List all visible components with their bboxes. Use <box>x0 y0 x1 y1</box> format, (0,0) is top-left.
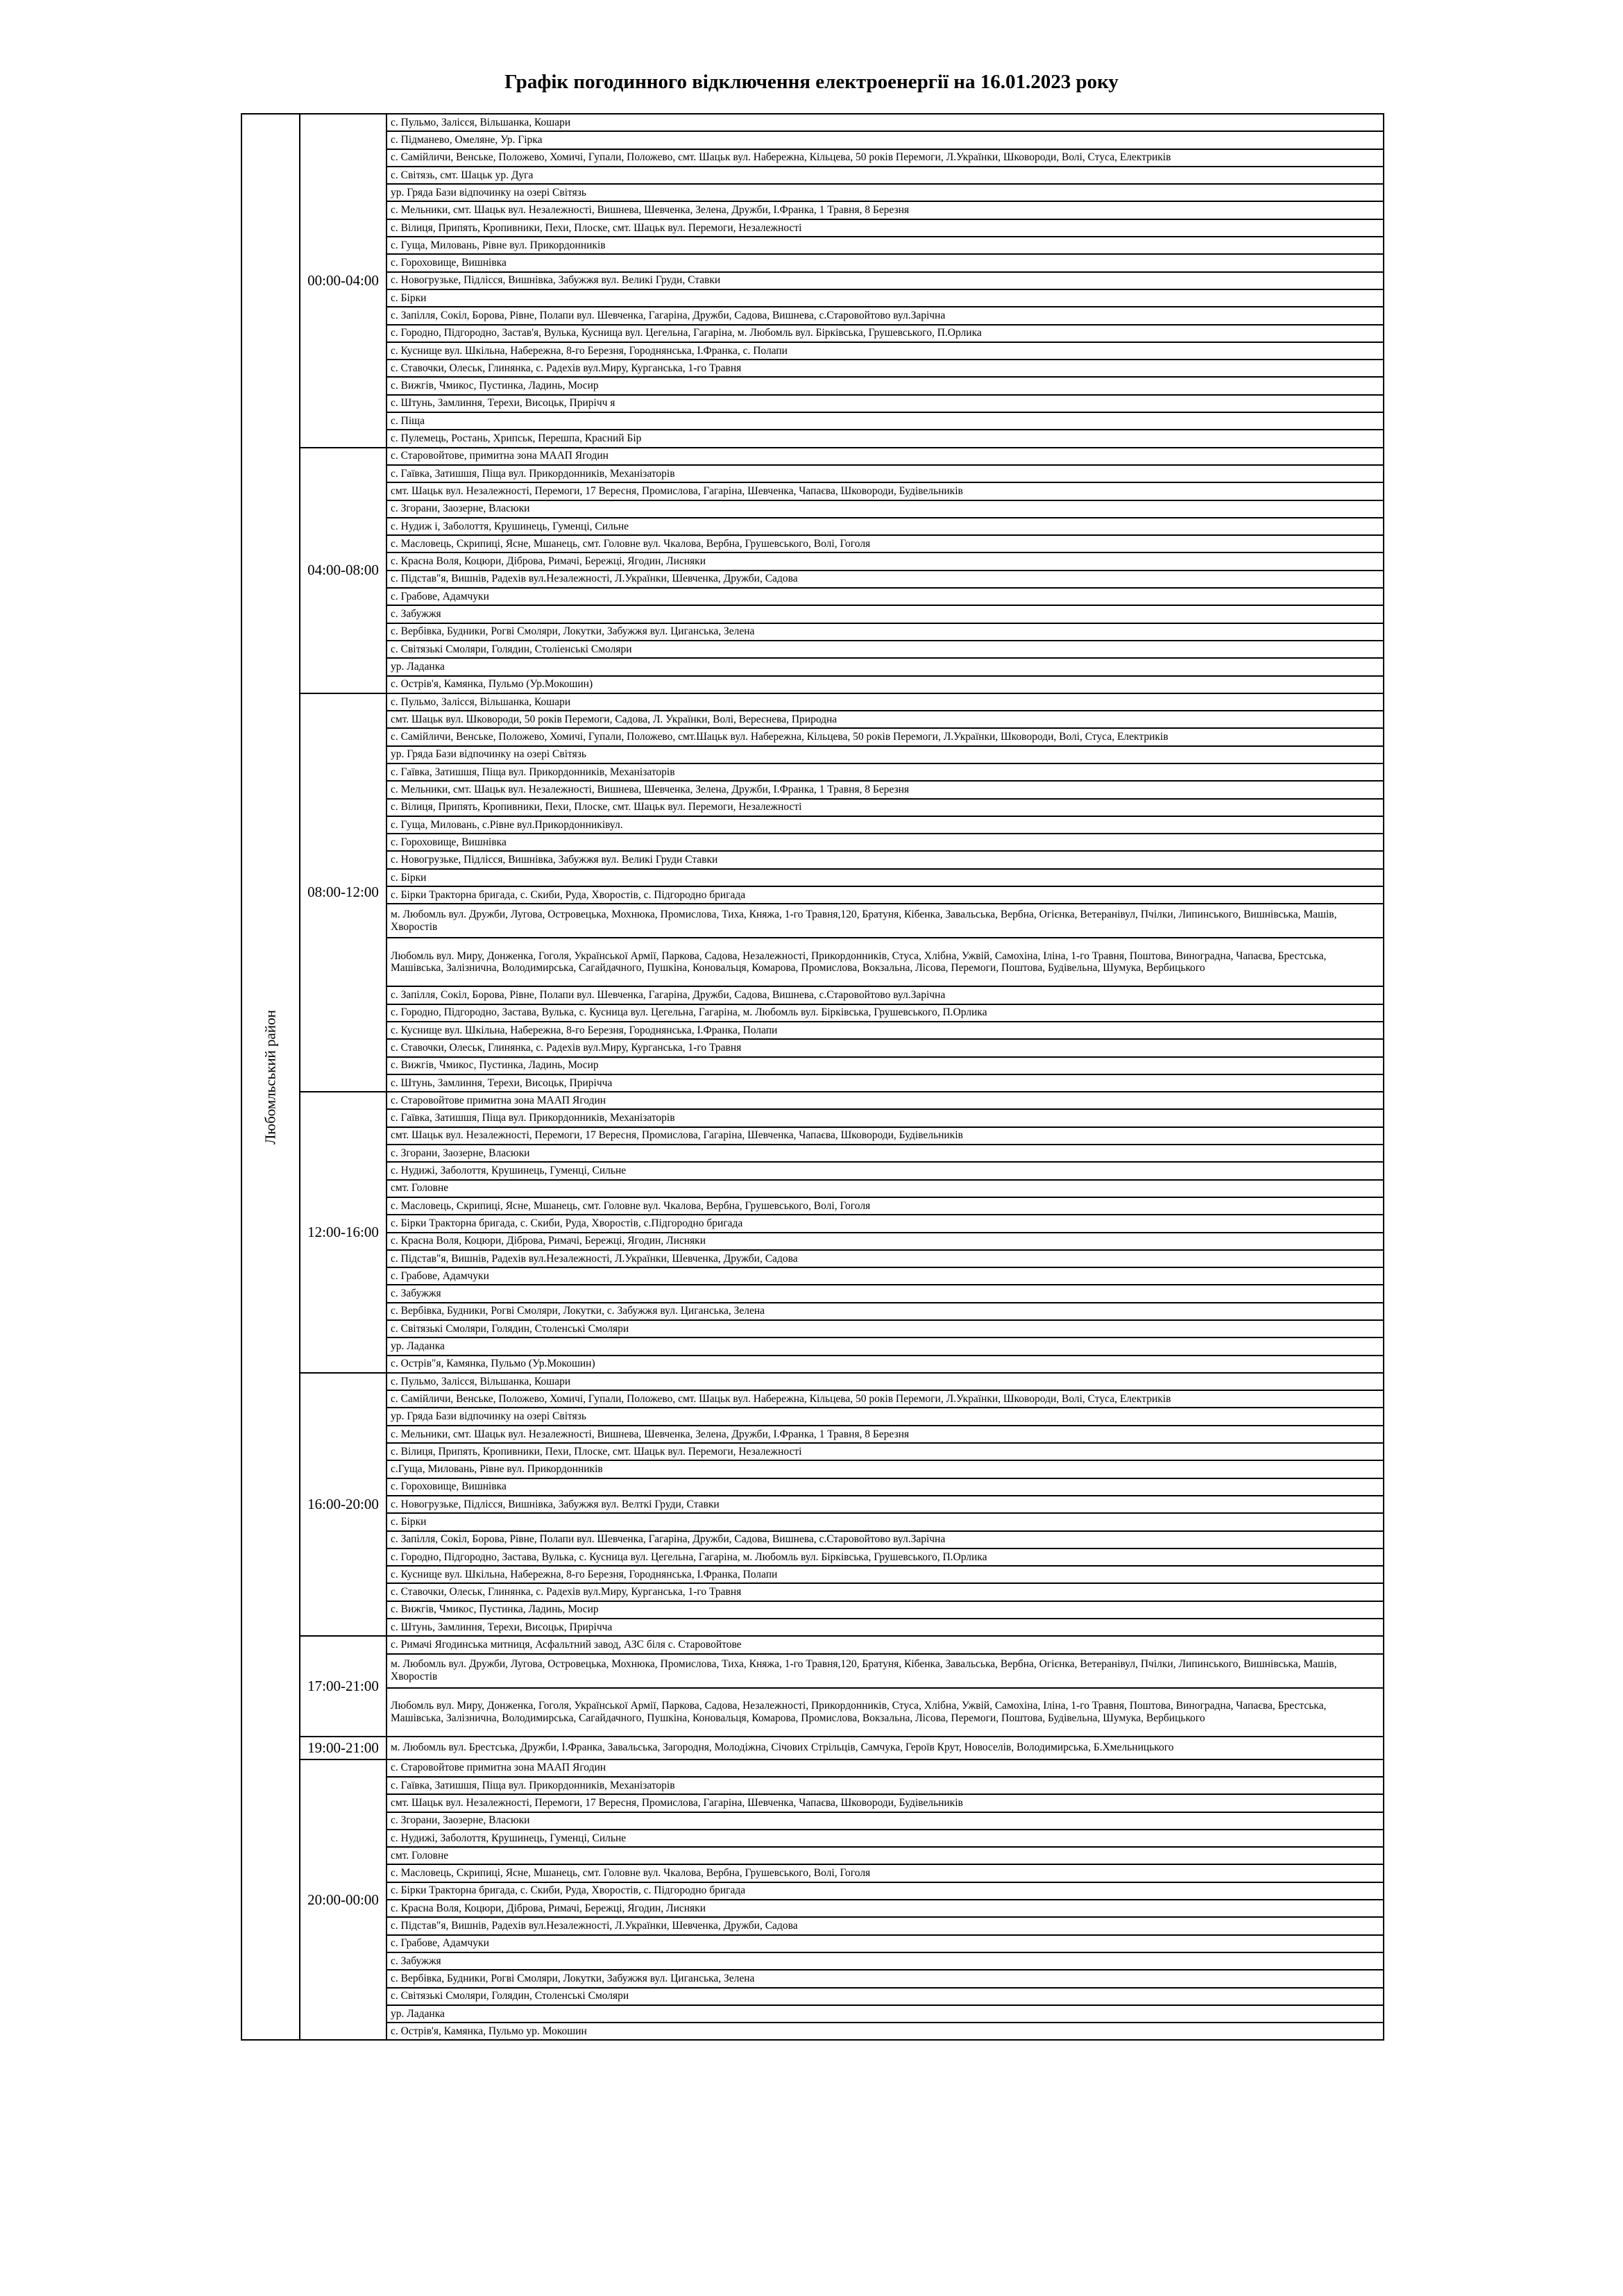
location-cell: с. Масловець, Скрипиці, Ясне, Мшанець, смт. Головне вул. Чкалова, Вербна, Грушевського, Волі, Гоголя <box>386 1864 1384 1882</box>
table-row <box>241 1619 1384 1636</box>
location-cell: с. Підманево, Омеляне, Ур. Гірка <box>386 131 1384 149</box>
location-cell: с. Острів"я, Камянка, Пульмо (Ур.Мокошин) <box>386 1356 1384 1373</box>
table-row <box>241 1794 1384 1812</box>
location-cell: с. Підстав"я, Вишнів, Радехів вул.Незалежності, Л.Українки, Шевченка, Дружби, Садова <box>386 571 1384 588</box>
table-row <box>241 1215 1384 1232</box>
page-title: Графік погодинного відключення електроенергії на 16.01.2023 року <box>504 71 1119 93</box>
table-row <box>241 676 1384 693</box>
location-cell: с. Вижгів, Чмикос, Пустинка, Ладинь, Мосир <box>386 377 1384 394</box>
table-row <box>241 307 1384 324</box>
location-cell: Любомль вул. Миру, Донженка, Гоголя, Української Армії, Паркова, Садова, Незалежності, Прикордонників, Стуса, Хлібна, Ужвій, Самохіна, Іліна, 1-го Травня, Поштова, Виноградна, Чапаєва, Брестська, Машівська, Залізнична, Володимирська, Сагайдачного, Пушкіна, Коновальця, Комарова, Промислова, Вокзальна, Лісова, Перемоги, Поштова, Будівельна, Шумука, Вербицького <box>386 1688 1384 1737</box>
time-slot-cell: 00:00-04:00 <box>300 114 386 448</box>
location-cell: с. Римачі Ягодинська митниця, Асфальтний завод, АЗС біля с. Старовойтове <box>386 1636 1384 1653</box>
time-slot-cell: 20:00-00:00 <box>300 1759 386 2041</box>
table-row <box>241 938 1384 986</box>
district-label: Любомльський район <box>262 1009 279 1145</box>
location-cell: с. Самійличи, Венське, Положево, Хомичі, Гупали, Положево, смт. Шацьк вул. Набережна, Кільцева, 50 років Перемоги, Л.Українки, Шковороди, Волі, Стуса, Електриків <box>386 1390 1384 1408</box>
table-row <box>241 746 1384 763</box>
location-cell: с. Ставочки, Олеськ, Глинянка, с. Радехів вул.Миру, Курганська, 1-го Травня <box>386 360 1384 377</box>
table-row <box>241 1830 1384 1847</box>
table-row <box>241 342 1384 360</box>
location-cell: с. Бірки Тракторна бригада, с. Скиби, Руда, Хворостів, с. Підгородно бригада <box>386 1882 1384 1900</box>
location-cell: с. Грабове, Адамчуки <box>386 1267 1384 1285</box>
table-row <box>241 869 1384 886</box>
location-cell: с. Старовойтове, примитна зона МААП Ягодин <box>386 448 1384 465</box>
location-cell: с. Городно, Підгородно, Застава, Вулька, с. Кусница вул. Цегельна, Гагаріна, м. Любомль вул. Бірківська, Грушевського, П.Орлика <box>386 1004 1384 1022</box>
location-cell: с. Гороховище, Вишнівка <box>386 254 1384 271</box>
time-slot-cell: 19:00-21:00 <box>300 1737 386 1759</box>
table-row <box>241 1356 1384 1373</box>
table-row <box>241 834 1384 851</box>
location-cell: с. Забужжя <box>386 1952 1384 1970</box>
table-row <box>241 1039 1384 1056</box>
time-slot-cell: 16:00-20:00 <box>300 1373 386 1636</box>
table-row <box>241 219 1384 237</box>
location-cell: с. Новогрузьке, Підлісся, Вишнівка, Забужжя вул. Великі Груди, Ставки <box>386 272 1384 289</box>
location-cell: с. Красна Воля, Коцюри, Діброва, Римачі, Бережці, Ягодин, Лисняки <box>386 552 1384 570</box>
table-row <box>241 1636 1384 1653</box>
table-row <box>241 1478 1384 1496</box>
table-row <box>241 1285 1384 1302</box>
location-cell: ур. Ладанка <box>386 658 1384 675</box>
location-cell: с. Вербівка, Будники, Рогві Смоляри, Локутки, Забужжя вул. Циганська, Зелена <box>386 623 1384 641</box>
location-cell: с. Бірки <box>386 289 1384 307</box>
table-row <box>241 254 1384 271</box>
table-row <box>241 1548 1384 1566</box>
table-row <box>241 799 1384 816</box>
location-cell: с. Красна Воля, Коцюри, Діброва, Римачі, Бережці, Ягодин, Лисняки <box>386 1233 1384 1250</box>
location-cell: с.Гуща, Миловань, Рівне вул. Прикордонників <box>386 1460 1384 1478</box>
table-row <box>241 360 1384 377</box>
table-row <box>241 377 1384 394</box>
table-row <box>241 2005 1384 2023</box>
location-cell: с. Самійличи, Венське, Положево, Хомичі, Гупали, Положево, смт. Шацьк вул. Набережна, Кільцева, 50 років Перемоги, Л.Українки, Шковороди, Волі, Стуса, Електриків <box>386 149 1384 167</box>
table-row <box>241 237 1384 254</box>
location-cell: с. Ставочки, Олеськ, Глинянка, с. Радехів вул.Миру, Курганська, 1-го Травня <box>386 1039 1384 1056</box>
location-cell: с. Гаївка, Затишшя, Піща вул. Прикордонників, Механізаторів <box>386 763 1384 781</box>
table-row <box>241 1390 1384 1408</box>
table-row <box>241 1864 1384 1882</box>
table-row <box>241 1109 1384 1126</box>
table-row <box>241 1496 1384 1513</box>
location-cell: с. Запілля, Сокіл, Борова, Рівне, Полапи вул. Шевченка, Гагаріна, Дружби, Садова, Вишнева, с.Старовойтово вул.Зарічна <box>386 986 1384 1004</box>
location-cell: с. Вижгів, Чмикос, Пустинка, Ладинь, Мосир <box>386 1057 1384 1074</box>
location-cell: смт. Шацьк вул. Незалежності, Перемоги, 17 Вересня, Промислова, Гагаріна, Шевченка, Чапаєва, Шковороди, Будівельників <box>386 1127 1384 1145</box>
location-cell: с. Гороховище, Вишнівка <box>386 834 1384 851</box>
location-cell: с. Згорани, Заозерне, Власюки <box>386 1812 1384 1830</box>
table-row <box>241 1303 1384 1320</box>
table-row <box>241 552 1384 570</box>
location-cell: с. Запілля, Сокіл, Борова, Рівне, Полапи вул. Шевченка, Гагаріна, Дружби, Садова, Вишнева, с.Старовойтово вул.Зарічна <box>386 1531 1384 1548</box>
table-row <box>241 1092 1384 1109</box>
table-row <box>241 1197 1384 1215</box>
location-cell: с. Вілиця, Припять, Кропивники, Пехи, Плоске, смт. Шацьк вул. Перемоги, Незалежності <box>386 219 1384 237</box>
location-cell: с. Згорани, Заозерне, Власюки <box>386 500 1384 518</box>
table-row <box>241 1601 1384 1619</box>
location-cell: с. Нудижі, Заболоття, Крушинець, Гуменці, Сильне <box>386 1162 1384 1179</box>
location-cell: с. Пульмо, Залісся, Вільшанка, Кошари <box>386 1373 1384 1390</box>
time-slot-cell: 08:00-12:00 <box>300 693 386 1092</box>
location-cell: с. Забужжя <box>386 605 1384 623</box>
table-row <box>241 1180 1384 1197</box>
table-row <box>241 1952 1384 1970</box>
table-row <box>241 1267 1384 1285</box>
table-row <box>241 1513 1384 1530</box>
table-row <box>241 272 1384 289</box>
time-slot-cell: 04:00-08:00 <box>300 448 386 693</box>
location-cell: с. Світязь, смт. Шацьк ур. Дуга <box>386 167 1384 184</box>
table-row <box>241 1688 1384 1737</box>
location-cell: с. Піща <box>386 412 1384 430</box>
outage-schedule-table <box>241 113 1384 2041</box>
table-row <box>241 1057 1384 1074</box>
location-cell: с. Вілиця, Припять, Кропивники, Пехи, Плоске, смт. Шацьк вул. Перемоги, Незалежності <box>386 1443 1384 1460</box>
location-cell: с. Новогрузьке, Підлісся, Вишнівка, Забужжя вул. Великі Груди Ставки <box>386 851 1384 868</box>
time-slot-cell: 12:00-16:00 <box>300 1092 386 1373</box>
location-cell: с. Мельники, смт. Шацьк вул. Незалежності, Вишнева, Шевченка, Зелена, Дружби, І.Франка, 1 Травня, 8 Березня <box>386 781 1384 798</box>
table-row <box>241 641 1384 658</box>
table-row <box>241 1320 1384 1337</box>
location-cell: с. Світязькі Смоляри, Голядин, Столенські Смоляри <box>386 1320 1384 1337</box>
table-row <box>241 325 1384 342</box>
table-row <box>241 1443 1384 1460</box>
location-cell: с. Світязькі Смоляри, Голядин, Століенські Смоляри <box>386 641 1384 658</box>
location-cell: смт. Шацьк вул. Незалежності, Перемоги, 17 Вересня, Промислова, Гагаріна, Шевченка, Чапаєва, Шковороди, Будівельників <box>386 1794 1384 1812</box>
table-row <box>241 904 1384 938</box>
location-cell: с. Бірки <box>386 1513 1384 1530</box>
table-row <box>241 395 1384 412</box>
table-row <box>241 1654 1384 1688</box>
table-row <box>241 658 1384 675</box>
table-row <box>241 1566 1384 1583</box>
location-cell: с. Ставочки, Олеськ, Глинянка, с. Радехів вул.Миру, Курганська, 1-го Травня <box>386 1583 1384 1601</box>
table-row <box>241 518 1384 535</box>
table-row <box>241 1882 1384 1900</box>
location-cell: с. Грабове, Адамчуки <box>386 1935 1384 1952</box>
location-cell: с. Підстав"я, Вишнів, Радехів вул.Незалежності, Л.Українки, Шевченка, Дружби, Садова <box>386 1250 1384 1267</box>
location-cell: с. Куснище вул. Шкільна, Набережна, 8-го Березня, Городнянська, І.Франка, с. Полапи <box>386 342 1384 360</box>
location-cell: с. Гуща, Миловань, с.Рівне вул.Прикордонниківул. <box>386 816 1384 834</box>
table-row <box>241 1145 1384 1162</box>
table-row <box>241 430 1384 447</box>
location-cell: с. Забужжя <box>386 1285 1384 1302</box>
location-cell: с. Мельники, смт. Шацьк вул. Незалежності, Вишнева, Шевченка, Зелена, Дружби, І.Франка, 1 Травня, 8 Березня <box>386 1426 1384 1443</box>
location-cell: с. Штунь, Замлиння, Терехи, Висоцьк, Прирічча <box>386 1619 1384 1636</box>
location-cell: ур. Гряда Бази відпочинку на озері Світязь <box>386 184 1384 201</box>
table-row <box>241 500 1384 518</box>
table-row <box>241 535 1384 552</box>
table-row <box>241 588 1384 605</box>
location-cell: с. Пулемець, Ростань, Хрипськ, Перешпа, Красний Бір <box>386 430 1384 447</box>
table-row <box>241 986 1384 1004</box>
table-row <box>241 1337 1384 1355</box>
location-cell: с. Вижгів, Чмикос, Пустинка, Ладинь, Мосир <box>386 1601 1384 1619</box>
table-row <box>241 1460 1384 1478</box>
table-row <box>241 1935 1384 1952</box>
location-cell: с. Новогрузьке, Підлісся, Вишнівка, Забужжя вул. Велткі Груди, Ставки <box>386 1496 1384 1513</box>
location-cell: с. Вілиця, Припять, Кропивники, Пехи, Плоске, смт. Шацьк вул. Перемоги, Незалежності <box>386 799 1384 816</box>
table-row <box>241 1777 1384 1794</box>
table-row <box>241 1127 1384 1145</box>
location-cell: с. Бірки <box>386 869 1384 886</box>
table-row <box>241 816 1384 834</box>
location-cell: с. Бірки Тракторна бригада, с. Скиби, Руда, Хворостів, с. Підгородно бригада <box>386 886 1384 904</box>
table-row <box>241 1847 1384 1864</box>
table-row <box>241 149 1384 167</box>
location-cell: ур. Гряда Бази відпочинку на озері Світязь <box>386 1408 1384 1425</box>
table-row <box>241 114 1384 131</box>
location-cell: с. Гороховище, Вишнівка <box>386 1478 1384 1496</box>
table-row <box>241 711 1384 728</box>
location-cell: м. Любомль вул. Дружби, Лугова, Островецька, Мохнюка, Промислова, Тиха, Княжа, 1-го Травня,120, Братуня, Кібенка, Завальська, Вербна, Огієнка, Ветеранівул, Пчілки, Липинського, Вишнівська, Машів, Хворостів <box>386 904 1384 938</box>
table-row <box>241 184 1384 201</box>
time-slot-cell: 17:00-21:00 <box>300 1636 386 1736</box>
table-row <box>241 131 1384 149</box>
location-cell: м. Любомль вул. Дружби, Лугова, Островецька, Мохнюка, Промислова, Тиха, Княжа, 1-го Травня,120, Братуня, Кібенка, Завальська, Вербна, Огієнка, Ветеранівул, Пчілки, Липинського, Вишнівська, Машів, Хворостів <box>386 1654 1384 1688</box>
location-cell: с. Острів'я, Камянка, Пульмо (Ур.Мокошин) <box>386 676 1384 693</box>
location-cell: ур. Ладанка <box>386 2005 1384 2023</box>
location-cell: с. Штунь, Замлиння, Терехи, Висоцьк, Прирічч я <box>386 395 1384 412</box>
table-row <box>241 1162 1384 1179</box>
table-row <box>241 728 1384 745</box>
table-row <box>241 1426 1384 1443</box>
table-row <box>241 605 1384 623</box>
location-cell: с. Старовойтове примитна зона МААП Ягодин <box>386 1092 1384 1109</box>
location-cell: с. Мельники, смт. Шацьк вул. Незалежності, Вишнева, Шевченка, Зелена, Дружби, І.Франка, 1 Травня, 8 Березня <box>386 201 1384 219</box>
location-cell: с. Вербівка, Будники, Рогві Смоляри, Локутки, с. Забужжя вул. Циганська, Зелена <box>386 1303 1384 1320</box>
table-row <box>241 482 1384 500</box>
table-row <box>241 1759 1384 1777</box>
table-row <box>241 623 1384 641</box>
table-row <box>241 1074 1384 1092</box>
table-row <box>241 448 1384 465</box>
table-row <box>241 201 1384 219</box>
district-cell <box>241 114 300 2040</box>
table-row <box>241 1408 1384 1425</box>
location-cell: с. Грабове, Адамчуки <box>386 588 1384 605</box>
location-cell: с. Вербівка, Будники, Рогві Смоляри, Локутки, Забужжя вул. Циганська, Зелена <box>386 1970 1384 1987</box>
table-row <box>241 1583 1384 1601</box>
table-row <box>241 1900 1384 1917</box>
location-cell: с. Острів'я, Камянка, Пульмо ур. Мокошин <box>386 2023 1384 2040</box>
table-row <box>241 1970 1384 1987</box>
location-cell: с. Бірки Тракторна бригада, с. Скиби, Руда, Хворостів, с.Підгородно бригада <box>386 1215 1384 1232</box>
table-row <box>241 1004 1384 1022</box>
table-row <box>241 763 1384 781</box>
location-cell: ур. Ладанка <box>386 1337 1384 1355</box>
table-row <box>241 1917 1384 1934</box>
table-row <box>241 1373 1384 1390</box>
location-cell: с. Старовойтове примитна зона МААП Ягодин <box>386 1759 1384 1777</box>
location-cell: с. Пульмо, Залісся, Вільшанка, Кошари <box>386 693 1384 711</box>
location-cell: смт. Шацьк вул. Шковороди, 50 років Перемоги, Садова, Л. Українки, Волі, Вереснева, Природна <box>386 711 1384 728</box>
table-row <box>241 412 1384 430</box>
location-cell: с. Гаївка, Затишшя, Піща вул. Прикордонників, Механізаторів <box>386 465 1384 482</box>
location-cell: смт. Шацьк вул. Незалежності, Перемоги, 17 Вересня, Промислова, Гагаріна, Шевченка, Чапаєва, Шковороди, Будівельників <box>386 482 1384 500</box>
location-cell: с. Нудиж і, Заболоття, Крушинець, Гуменці, Сильне <box>386 518 1384 535</box>
table-row <box>241 693 1384 711</box>
table-row <box>241 465 1384 482</box>
location-cell: м. Любомль вул. Брестська, Дружби, І.Франка, Завальська, Загородня, Молодіжна, Січових Стрільців, Самчука, Героїв Крут, Новоселів, Володимирська, Б.Хмельницького <box>386 1737 1384 1759</box>
table-row <box>241 1531 1384 1548</box>
table-row <box>241 289 1384 307</box>
table-row <box>241 1737 1384 1759</box>
location-cell: с. Пульмо, Залісся, Вільшанка, Кошари <box>386 114 1384 131</box>
location-cell: с. Гаївка, Затишшя, Піща вул. Прикордонників, Механізаторів <box>386 1777 1384 1794</box>
location-cell: с. Городно, Підгородно, Застав'я, Вулька, Куснища вул. Цегельна, Гагаріна, м. Любомль вул. Бірківська, Грушевського, П.Орлика <box>386 325 1384 342</box>
table-row <box>241 1022 1384 1039</box>
location-cell: с. Підстав"я, Вишнів, Радехів вул.Незалежності, Л.Українки, Шевченка, Дружби, Садова <box>386 1917 1384 1934</box>
table-row <box>241 571 1384 588</box>
location-cell: с. Масловець, Скрипиці, Ясне, Мшанець, смт. Головне вул. Чкалова, Вербна, Грушевського, Волі, Гоголя <box>386 1197 1384 1215</box>
location-cell: с. Згорани, Заозерне, Власюки <box>386 1145 1384 1162</box>
location-cell: смт. Головне <box>386 1847 1384 1864</box>
table-row <box>241 851 1384 868</box>
location-cell: с. Куснище вул. Шкільна, Набережна, 8-го Березня, Городнянська, І.Франка, Полапи <box>386 1022 1384 1039</box>
table-row <box>241 1812 1384 1830</box>
location-cell: с. Куснище вул. Шкільна, Набережна, 8-го Березня, Городнянська, І.Франка, Полапи <box>386 1566 1384 1583</box>
location-cell: с. Світязькі Смоляри, Голядин, Столенські Смоляри <box>386 1988 1384 2005</box>
location-cell: с. Нудижі, Заболоття, Крушинець, Гуменці, Сильне <box>386 1830 1384 1847</box>
location-cell: смт. Головне <box>386 1180 1384 1197</box>
location-cell: с. Красна Воля, Коцюри, Діброва, Римачі, Бережці, Ягодин, Лисняки <box>386 1900 1384 1917</box>
table-row <box>241 2023 1384 2040</box>
location-cell: с. Городно, Підгородно, Застава, Вулька, с. Кусница вул. Цегельна, Гагаріна, м. Любомль вул. Бірківська, Грушевського, П.Орлика <box>386 1548 1384 1566</box>
location-cell: с. Самійличи, Венське, Положево, Хомичі, Гупали, Положево, смт.Шацьк вул. Набережна, Кільцева, 50 років Перемоги, Л.Українки, Шковороди, Волі, Стуса, Електриків <box>386 728 1384 745</box>
table-row <box>241 1250 1384 1267</box>
location-cell: Любомль вул. Миру, Донженка, Гоголя, Української Армії, Паркова, Садова, Незалежності, Прикордонників, Стуса, Хлібна, Ужвій, Самохіна, Іліна, 1-го Травня, Поштова, Виноградна, Чапаєва, Брестська, Машівська, Залізнична, Володимирська, Сагайдачного, Пушкіна, Коновальця, Комарова, Промислова, Вокзальна, Лісова, Перемоги, Поштова, Будівельна, Шумука, Вербицького <box>386 938 1384 986</box>
table-row <box>241 1233 1384 1250</box>
location-cell: с. Масловець, Скрипиці, Ясне, Мшанець, смт. Головне вул. Чкалова, Вербна, Грушевського, Волі, Гоголя <box>386 535 1384 552</box>
table-row <box>241 886 1384 904</box>
table-row <box>241 1988 1384 2005</box>
location-cell: с. Штунь, Замлиння, Терехи, Висоцьк, Прирічча <box>386 1074 1384 1092</box>
location-cell: с. Гаївка, Затишшя, Піща вул. Прикордонників, Механізаторів <box>386 1109 1384 1126</box>
table-row <box>241 781 1384 798</box>
location-cell: с. Запілля, Сокіл, Борова, Рівне, Полапи вул. Шевченка, Гагаріна, Дружби, Садова, Вишнева, с.Старовойтово вул.Зарічна <box>386 307 1384 324</box>
location-cell: ур. Гряда Бази відпочинку на озері Світязь <box>386 746 1384 763</box>
table-row <box>241 167 1384 184</box>
location-cell: с. Гуща, Миловань, Рівне вул. Прикордонників <box>386 237 1384 254</box>
